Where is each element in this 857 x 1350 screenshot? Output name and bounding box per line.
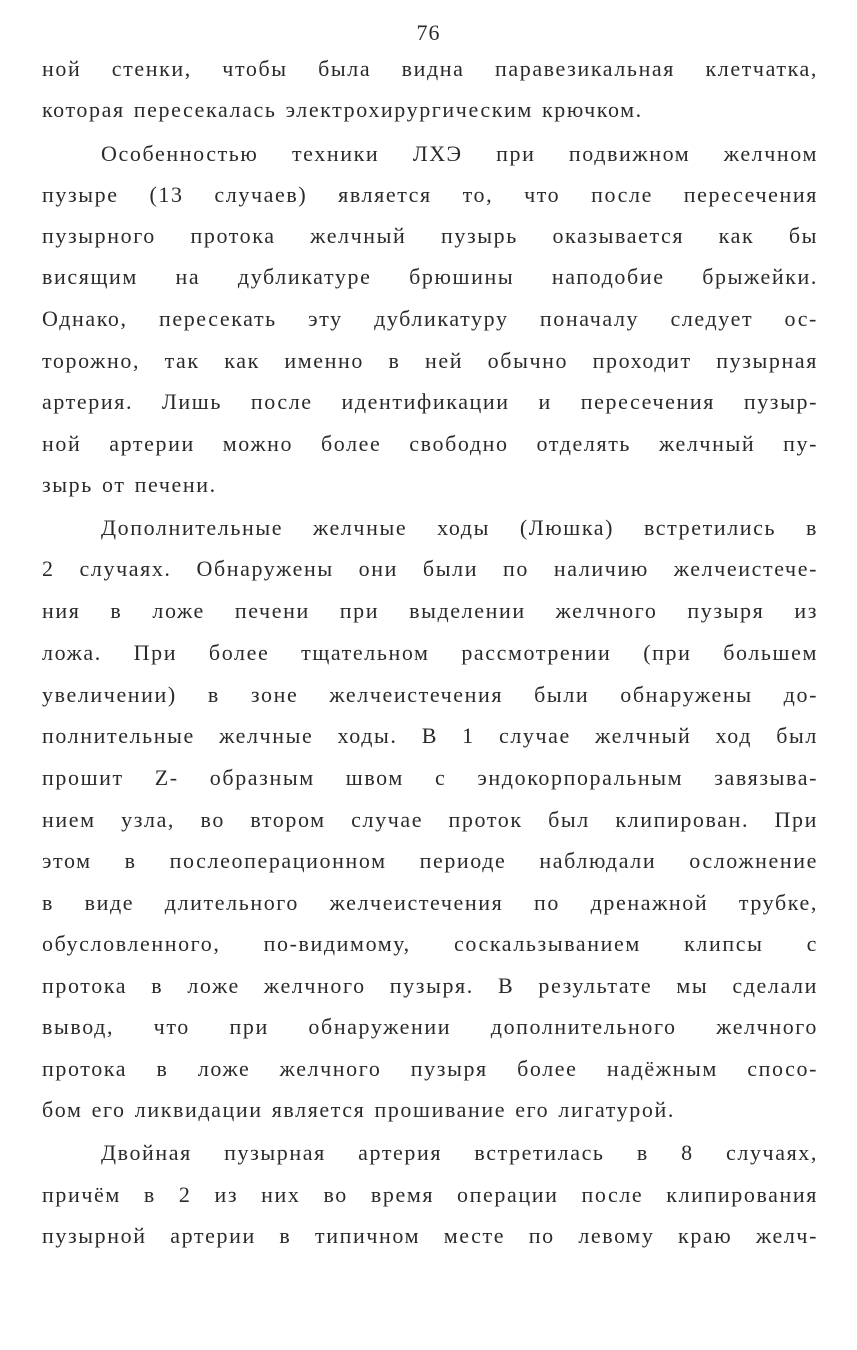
text-line: артерия. Лишь после идентификации и пересечения пузыр- <box>42 389 818 414</box>
page-number: 76 <box>416 20 441 45</box>
text-line: ния в ложе печени при выделении желчного пузыря из <box>42 598 818 623</box>
text-line: протока в ложе желчного пузыря более надёжным спосо- <box>42 1056 818 1081</box>
text-line: пузырного протока желчный пузырь оказывается как бы <box>42 223 818 248</box>
text-line: этом в послеоперационном периоде наблюдали осложнение <box>42 848 818 873</box>
text-line: прошит Z- образным швом с эндокорпоральным завязыва- <box>42 765 818 790</box>
text-line: полнительные желчные ходы. В 1 случае желчный ход был <box>42 723 818 748</box>
text-line: вывод, что при обнаружении дополнительного желчного <box>42 1014 818 1039</box>
text-line: Двойная пузырная артерия встретилась в 8 случаях, <box>101 1140 818 1165</box>
text-line: увеличении) в зоне желчеистечения были обнаружены до- <box>42 682 818 707</box>
text-line: ной артерии можно более свободно отделять желчный пу- <box>42 431 818 456</box>
text-line: 2 случаях. Обнаружены они были по наличию желчеистече- <box>42 556 818 581</box>
text-line: зырь от печени. <box>42 472 217 497</box>
text-line: обусловленного, по-видимому, соскальзыванием клипсы с <box>42 931 818 956</box>
text-line: Дополнительные желчные ходы (Люшка) встретились в <box>101 515 818 540</box>
text-line: причём в 2 из них во время операции после клипирования <box>42 1182 818 1207</box>
text-line: Особенностью техники ЛХЭ при подвижном желчном <box>101 141 818 166</box>
text-line: которая пересекалась электрохирургическим крючком. <box>42 97 643 122</box>
text-line: ной стенки, чтобы была видна паравезикальная клетчатка, <box>42 56 818 81</box>
text-line: протока в ложе желчного пузыря. В результате мы сделали <box>42 973 818 998</box>
text-line: пузыре (13 случаев) является то, что после пересечения <box>42 182 818 207</box>
text-line: пузырной артерии в типичном месте по левому краю желч- <box>42 1223 818 1248</box>
text-line: торожно, так как именно в ней обычно проходит пузырная <box>42 348 818 373</box>
text-line: Однако, пересекать эту дубликатуру поначалу следует ос- <box>42 306 818 331</box>
text-line: висящим на дубликатуре брюшины наподобие брыжейки. <box>42 264 818 289</box>
text-line: бом его ликвидации является прошивание его лигатурой. <box>42 1097 675 1122</box>
text-line: в виде длительного желчеистечения по дренажной трубке, <box>42 890 818 915</box>
text-line: ложа. При более тщательном рассмотрении (при большем <box>42 640 818 665</box>
text-line: нием узла, во втором случае проток был клипирован. При <box>42 807 818 832</box>
